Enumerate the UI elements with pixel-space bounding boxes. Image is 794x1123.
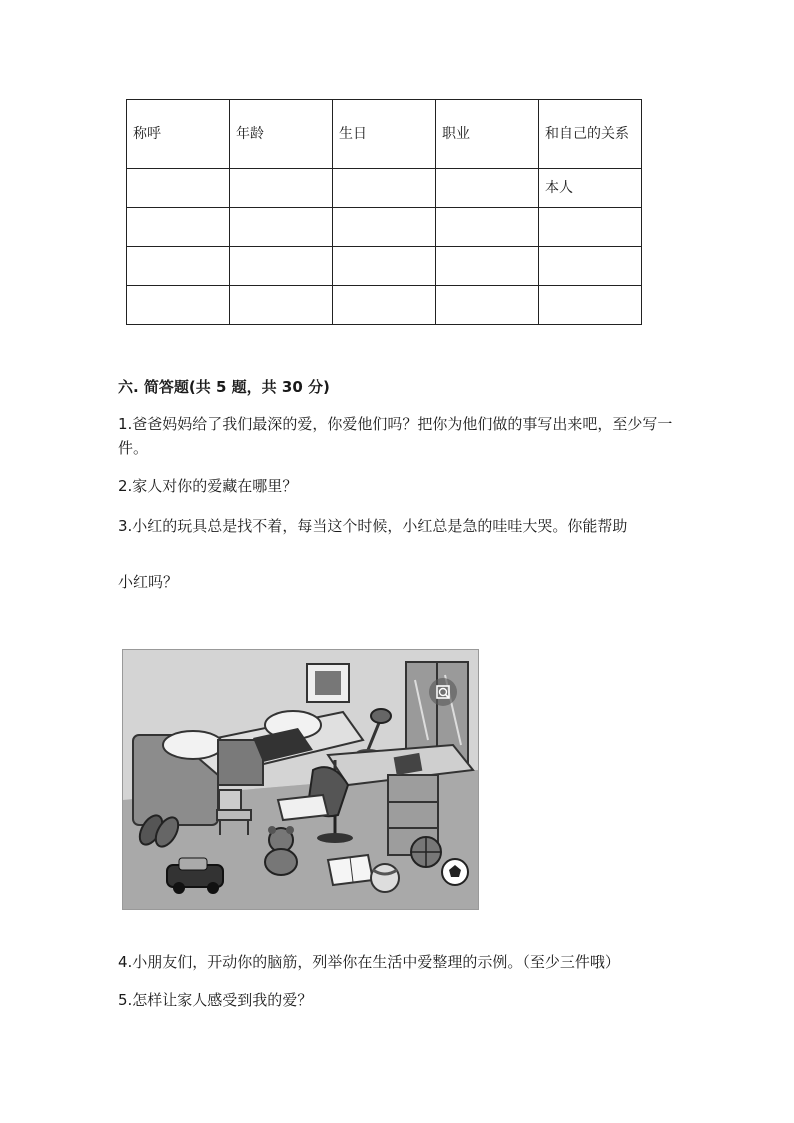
table-cell bbox=[333, 247, 436, 286]
messy-room-illustration bbox=[122, 649, 479, 910]
table-cell bbox=[230, 169, 333, 208]
table-cell bbox=[436, 169, 539, 208]
table-cell bbox=[436, 247, 539, 286]
table-cell bbox=[333, 208, 436, 247]
question-3-line-2: 小红吗？ bbox=[118, 573, 179, 591]
table-header-row bbox=[127, 100, 642, 169]
question-4: 4.小朋友们，开动你的脑筋，列举你在生活中爱整理的示例。（至少三件哦） bbox=[118, 953, 620, 971]
table-cell bbox=[127, 208, 230, 247]
table-cell: 本人 bbox=[539, 169, 642, 208]
room-drawing bbox=[123, 650, 478, 909]
zoom-icon[interactable] bbox=[429, 678, 457, 706]
table-row bbox=[127, 169, 642, 208]
table-row bbox=[127, 286, 642, 325]
table-cell bbox=[436, 208, 539, 247]
question-2: 2.家人对你的爱藏在哪里？ bbox=[118, 477, 298, 495]
table-cell bbox=[230, 247, 333, 286]
table-cell bbox=[127, 247, 230, 286]
table-cell bbox=[333, 286, 436, 325]
table-row bbox=[127, 208, 642, 247]
table-cell bbox=[539, 247, 642, 286]
table-cell bbox=[539, 286, 642, 325]
table-cell bbox=[230, 208, 333, 247]
header-cell: 职业 bbox=[436, 100, 539, 169]
header-cell: 年龄 bbox=[230, 100, 333, 169]
family-info-table bbox=[126, 99, 642, 325]
header-cell: 称呼 bbox=[127, 100, 230, 169]
question-3-line-1: 3.小红的玩具总是找不着，每当这个时候，小红总是急的哇哇大哭。你能帮助 bbox=[118, 517, 628, 535]
table-cell bbox=[127, 286, 230, 325]
header-cell: 和自己的关系 bbox=[539, 100, 642, 169]
question-1: 1.爸爸妈妈给了我们最深的爱，你爱他们吗？把你为他们做的事写出来吧，至少写一件。 bbox=[118, 415, 673, 457]
table-row bbox=[127, 247, 642, 286]
header-cell: 生日 bbox=[333, 100, 436, 169]
section-title: 六. 简答题(共 5 题，共 30 分) bbox=[118, 378, 330, 396]
table-cell bbox=[333, 169, 436, 208]
table-cell bbox=[230, 286, 333, 325]
table-cell bbox=[436, 286, 539, 325]
table-cell bbox=[127, 169, 230, 208]
table-cell bbox=[539, 208, 642, 247]
question-5: 5.怎样让家人感受到我的爱？ bbox=[118, 991, 313, 1009]
